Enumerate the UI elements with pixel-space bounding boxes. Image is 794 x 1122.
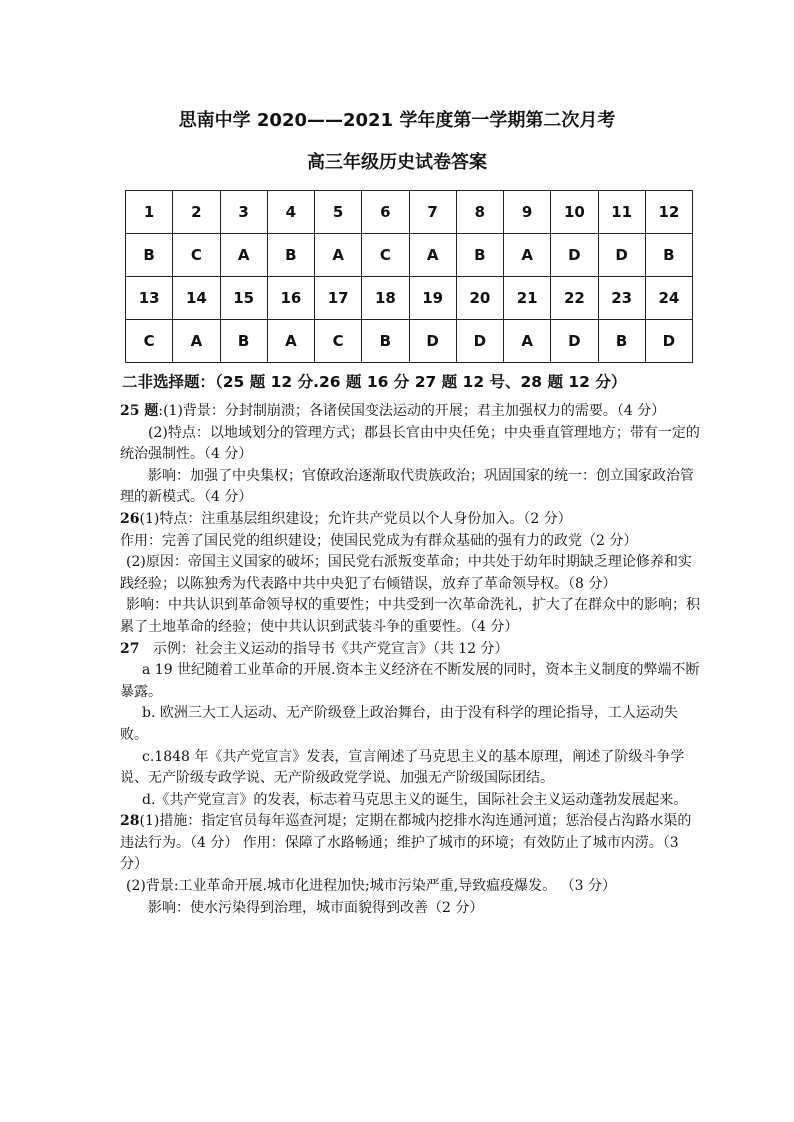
- q27-point-b: b. 欧洲三大工人运动、无产阶级登上政治舞台，由于没有科学的理论指导，工人运动失败。: [120, 705, 678, 743]
- question-number-cell: 11: [598, 191, 645, 234]
- answer-letter-cell: B: [126, 234, 173, 277]
- q28-label: 28: [120, 813, 140, 830]
- q26-paragraph-1: 26(1)特点：注重基层组织建设；允许共产党员以个人身份加入。（2 分）: [120, 510, 572, 527]
- answer-letter-cell: A: [409, 234, 456, 277]
- answer-letter-cell: B: [362, 320, 409, 363]
- question-number-cell: 4: [267, 191, 314, 234]
- q27-paragraph-1: 27 示例：社会主义运动的指导书《共产党宣言》（共 12 分）: [120, 640, 509, 657]
- q25-paragraph-1: 25 题:(1)背景：分封制崩溃；各诸侯国变法运动的开展；君主加强权力的需要。（4 分）: [120, 403, 666, 419]
- question-number-cell: 2: [173, 191, 220, 234]
- answer-letter-cell: B: [598, 320, 645, 363]
- answer-body: [120, 401, 704, 919]
- q25-label: 25 题: [120, 403, 159, 419]
- question-number-cell: 8: [456, 191, 503, 234]
- q28-paragraph-2: (2)背景:工业革命开展.城市化进程加快;城市污染严重,导致瘟疫爆发。 （3 分）: [126, 878, 616, 895]
- q25-paragraph-3: 影响：加强了中央集权；官僚政治逐渐取代贵族政治；巩固国家的统一：创立国家政治管理的新模式。（4 分）: [120, 467, 694, 506]
- q25-paragraph-2: (2)特点：以地域划分的管理方式；郡县长官由中央任免；中央垂直管理地方；带有一定的统治强制性。（4 分）: [120, 424, 700, 463]
- q27-point-d: d.《共产党宣言》的发表，标志着马克思主义的诞生，国际社会主义运动蓬勃发展起来。: [142, 791, 688, 808]
- q26-label: 26: [120, 510, 140, 527]
- q26-paragraph-2: 作用：完善了国民党的组织建设；使国民党成为有群众基础的强有力的政党（2 分）: [120, 532, 638, 549]
- answer-letter-cell: A: [220, 234, 267, 277]
- answer-letter-cell: A: [315, 234, 362, 277]
- question-number-cell: 1: [126, 191, 173, 234]
- answer-letter-cell: D: [598, 234, 645, 277]
- answer-table-row: [126, 277, 693, 320]
- section-heading: 二非选择题：（25 题 12 分.26 题 16 分 27 题 12 号、28 题 12 分）: [122, 373, 627, 391]
- answer-letter-cell: D: [551, 234, 598, 277]
- q27-point-c: c.1848 年《共产党宣言》发表，宣言阐述了马克思主义的基本原理，阐述了阶级斗争学说、无产阶级专政学说、无产阶级政党学说、加强无产阶级国际团结。: [120, 748, 685, 787]
- answer-letter-cell: B: [220, 320, 267, 363]
- answer-letter-cell: D: [409, 320, 456, 363]
- exam-title: 思南中学 2020——2021 学年度第一学期第二次月考: [178, 110, 616, 131]
- question-number-cell: 13: [126, 277, 173, 320]
- answer-letter-cell: D: [456, 320, 503, 363]
- question-number-cell: 14: [173, 277, 220, 320]
- question-number-cell: 6: [362, 191, 409, 234]
- question-number-cell: 5: [315, 191, 362, 234]
- question-number-cell: 3: [220, 191, 267, 234]
- q27-label: 27: [120, 640, 140, 657]
- question-number-cell: 12: [645, 191, 692, 234]
- question-number-cell: 17: [315, 277, 362, 320]
- question-number-cell: 18: [362, 277, 409, 320]
- question-number-cell: 10: [551, 191, 598, 234]
- answer-table-row: [126, 191, 693, 234]
- answer-letter-cell: A: [504, 320, 551, 363]
- q28-paragraph-1: 28(1)措施：指定官员每年巡查河堤；定期在都城内挖排水沟连通河道；惩治侵占沟路水渠的违法行为。（4 分） 作用：保障了水路畅通；维护了城市的环境；有效防止了城市内涝。（3 分）: [120, 813, 692, 873]
- answer-letter-cell: B: [267, 234, 314, 277]
- answer-table-row: [126, 320, 693, 363]
- question-number-cell: 20: [456, 277, 503, 320]
- question-number-cell: 24: [645, 277, 692, 320]
- question-number-cell: 19: [409, 277, 456, 320]
- answer-letter-cell: C: [173, 234, 220, 277]
- question-number-cell: 16: [267, 277, 314, 320]
- question-number-cell: 22: [551, 277, 598, 320]
- q26-paragraph-3: (2)原因：帝国主义国家的破坏；国民党右派叛变革命；中共处于幼年时期缺乏理论修养和实践经验；以陈独秀为代表路中共中央犯了右倾错误，放弃了革命领导权。（8 分）: [120, 554, 692, 592]
- answer-letter-cell: A: [267, 320, 314, 363]
- answer-table-row: [126, 234, 693, 277]
- answer-letter-cell: B: [456, 234, 503, 277]
- exam-subtitle: 高三年级历史试卷答案: [307, 152, 487, 173]
- question-number-cell: 21: [504, 277, 551, 320]
- answer-letter-cell: B: [645, 234, 692, 277]
- question-number-cell: 7: [409, 191, 456, 234]
- answer-letter-cell: D: [551, 320, 598, 363]
- answer-letter-cell: C: [362, 234, 409, 277]
- q26-paragraph-4: 影响：中共认识到革命领导权的重要性；中共受到一次革命洗礼，扩大了在群众中的影响；积累了土地革命的经验；使中共认识到武装斗争的重要性。（4 分）: [120, 597, 700, 635]
- question-number-cell: 23: [598, 277, 645, 320]
- q27-point-a: a 19 世纪随着工业革命的开展.资本主义经济在不断发展的同时，资本主义制度的弊端不断暴露。: [120, 662, 700, 700]
- answer-letter-cell: A: [504, 234, 551, 277]
- question-number-cell: 9: [504, 191, 551, 234]
- answer-letter-cell: C: [126, 320, 173, 363]
- answer-letter-cell: C: [315, 320, 362, 363]
- answer-letter-cell: A: [173, 320, 220, 363]
- answer-table: [125, 190, 693, 363]
- question-number-cell: 15: [220, 277, 267, 320]
- q28-paragraph-3: 影响：使水污染得到治理，城市面貌得到改善（2 分）: [148, 899, 484, 916]
- answer-letter-cell: D: [645, 320, 692, 363]
